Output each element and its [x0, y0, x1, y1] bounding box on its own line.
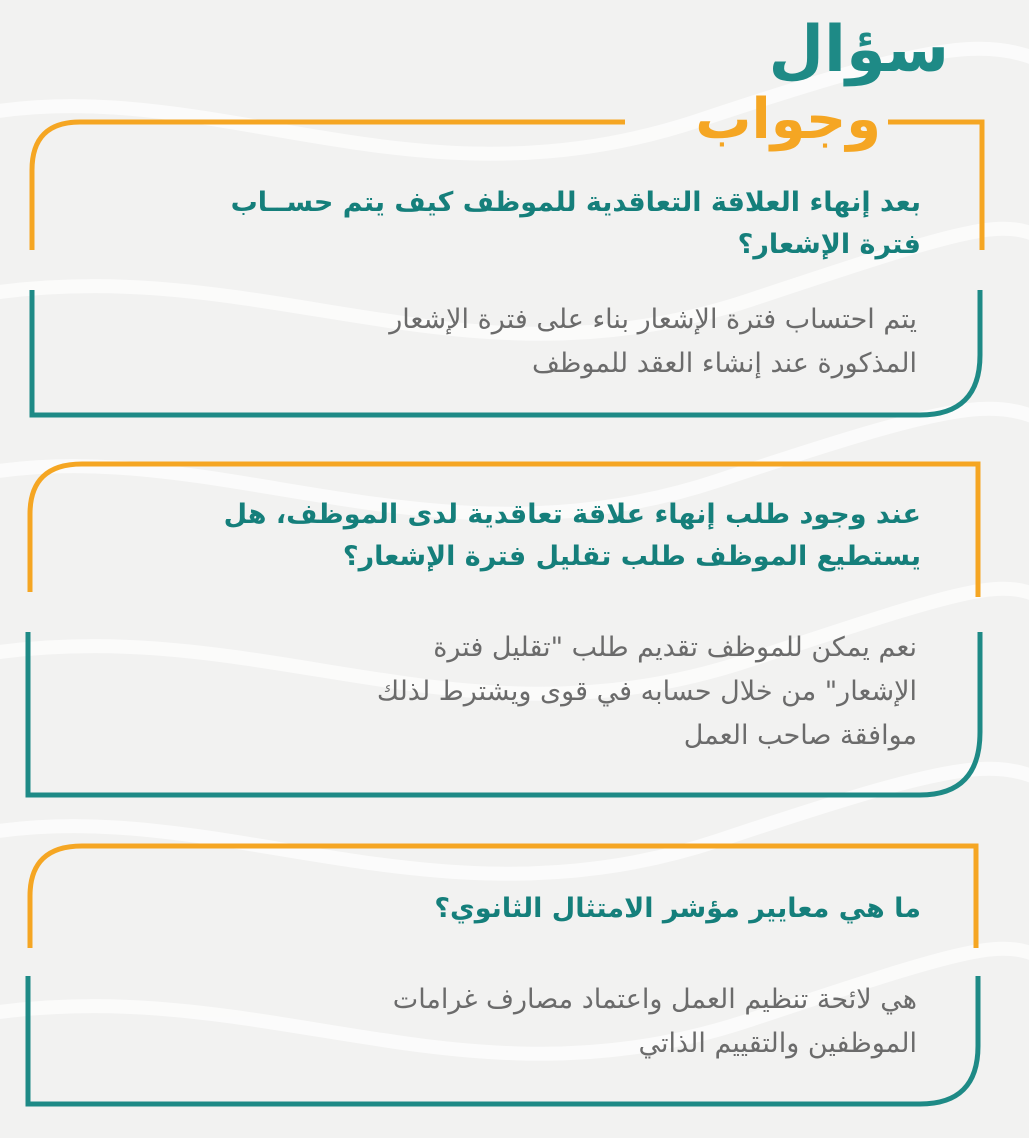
faq-answer: نعم يمكن للموظف تقديم طلب "تقليل فترة الإشعار" من خلال حسابه في قوى ويشترط لذلك موافقة صاحب العمل	[376, 632, 917, 751]
faq-question: بعد إنهاء العلاقة التعاقدية للموظف كيف يتم حســاب فترة الإشعار؟	[230, 187, 921, 260]
card-frame	[0, 836, 1029, 1111]
faq-answer: يتم احتساب فترة الإشعار بناء على فترة الإشعار المذكورة عند إنشاء العقد للموظف	[389, 304, 917, 379]
faq-answer: هي لائحة تنظيم العمل واعتماد مصارف غرامات الموظفين والتقييم الذاتي	[392, 984, 917, 1059]
faq-question: عند وجود طلب إنهاء علاقة تعاقدية لدى الموظف، هل يستطيع الموظف طلب تقليل فترة الإشعار؟	[223, 499, 921, 572]
title-answer: وجواب	[695, 87, 881, 152]
faq-card	[0, 452, 1029, 802]
title-question: سؤال	[768, 13, 949, 87]
faq-card	[0, 110, 1029, 425]
faq-question: ما هي معايير مؤشر الامتثال الثانوي؟	[434, 893, 921, 924]
faq-card	[0, 836, 1029, 1111]
